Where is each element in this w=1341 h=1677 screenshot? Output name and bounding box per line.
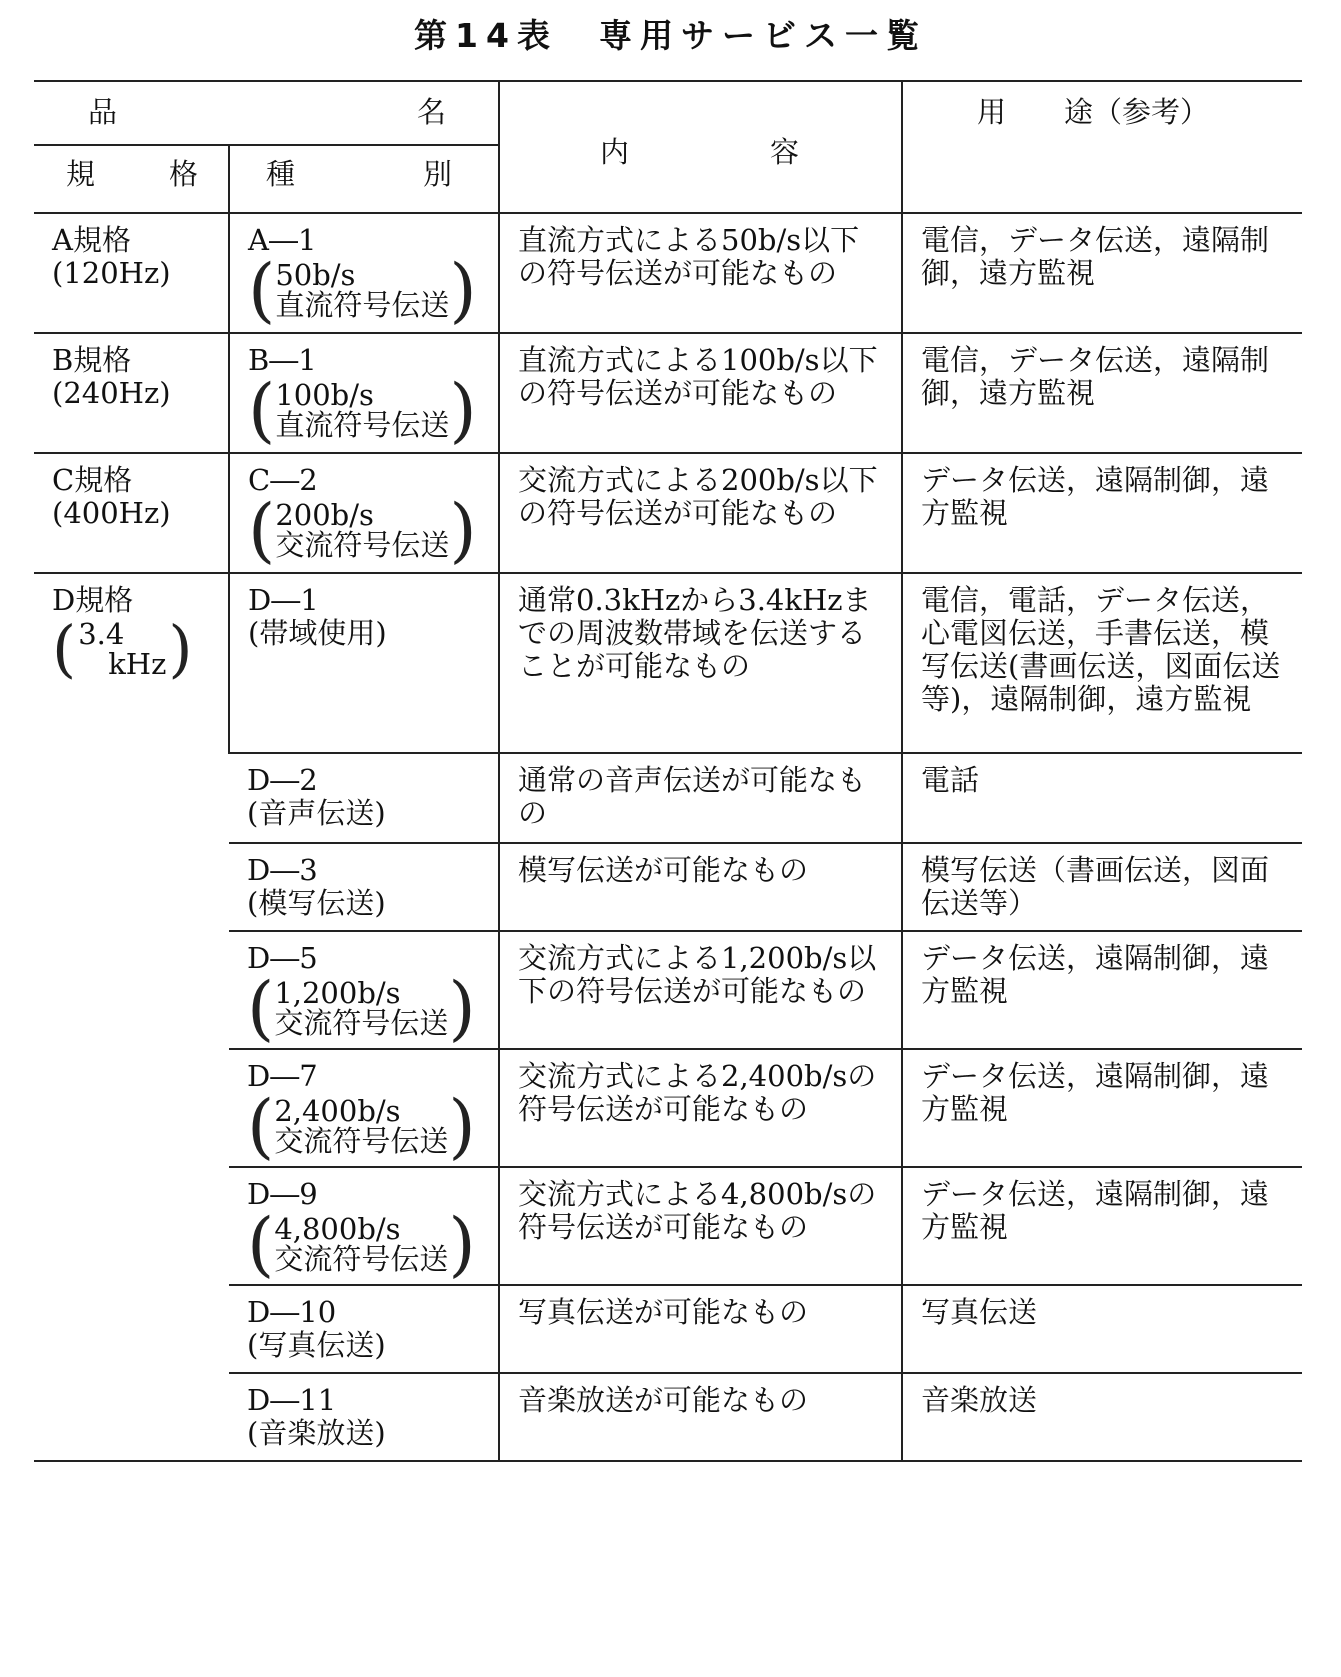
service-code: D―7 [247, 1059, 318, 1093]
service-detail-line: 交流符号伝送 [274, 1006, 449, 1040]
dedicated-service-table [34, 80, 1302, 1462]
standard-name: B規格 [52, 343, 132, 377]
header-hinmei [34, 81, 499, 145]
service-use-cell: データ伝送，遠隔制御，遠方監視 [902, 1167, 1302, 1285]
close-paren: ) [449, 489, 477, 571]
frequency-lines [76, 619, 168, 679]
open-paren: ( [248, 249, 276, 331]
service-content-cell: 音楽放送が可能なもの [499, 1373, 902, 1461]
header-naiyou [499, 81, 902, 213]
header-kikaku-char: 格 [168, 157, 198, 191]
service-detail-line: 交流符号伝送 [274, 1124, 449, 1158]
service-content-cell: 交流方式による1,200b/s以下の符号伝送が可能なもの [499, 931, 902, 1049]
service-use-cell: 電信，データ伝送，遠隔制御，遠方監視 [902, 213, 1302, 333]
service-use-cell: 電信，データ伝送，遠隔制御，遠方監視 [902, 333, 1302, 453]
service-use-cell: データ伝送，遠隔制御，遠方監視 [902, 1049, 1302, 1167]
service-detail: (写真伝送) [247, 1328, 386, 1362]
service-code: D―9 [247, 1177, 318, 1211]
standard-cell [34, 333, 229, 453]
service-type-cell [229, 333, 499, 453]
service-code: D―10 [247, 1295, 337, 1329]
header-shubetsu-char: 種 [266, 157, 296, 191]
standard-frequency: (120Hz) [52, 256, 171, 290]
header-naiyou-char: 内 [600, 134, 630, 169]
header-shubetsu [229, 145, 499, 213]
close-paren: ) [448, 1203, 476, 1285]
standard-cell [34, 213, 229, 333]
page-title: 第14表 専用サービス一覧 [414, 16, 927, 55]
standard-frequency: (240Hz) [52, 376, 171, 410]
service-detail [248, 489, 482, 571]
table-row [34, 333, 1302, 453]
service-detail: (音楽放送) [247, 1416, 386, 1450]
service-type-cell [229, 453, 499, 573]
service-code: D―2 [247, 763, 318, 797]
service-content-cell: 交流方式による2,400b/sの符号伝送が可能なもの [499, 1049, 902, 1167]
close-paren: ) [448, 1085, 476, 1167]
service-code: A―1 [248, 223, 317, 257]
service-detail-line: 50b/s [275, 258, 356, 292]
header-shubetsu-char: 別 [422, 157, 452, 191]
service-use-cell: 音楽放送 [902, 1373, 1302, 1461]
service-detail-line: 100b/s [275, 378, 374, 412]
service-content-cell: 交流方式による4,800b/sの符号伝送が可能なもの [499, 1167, 902, 1285]
service-detail [247, 1085, 482, 1167]
service-detail: (音声伝送) [247, 796, 386, 830]
header-naiyou-char: 容 [769, 134, 799, 169]
service-detail-lines [275, 380, 449, 440]
standard-frequency: (400Hz) [52, 496, 171, 530]
close-paren: ) [449, 369, 477, 451]
service-detail-line: 200b/s [275, 498, 374, 532]
service-type-cell [229, 931, 499, 1049]
close-paren: ) [448, 967, 476, 1049]
service-detail-line: 交流符号伝送 [274, 1242, 449, 1276]
service-content-cell: 交流方式による200b/s以下の符号伝送が可能なもの [499, 453, 902, 573]
service-detail-lines [275, 260, 449, 320]
service-use-cell: 電信，電話，データ伝送，心電図伝送，手書伝送，模写伝送(書画伝送，図面伝送等)，遠隔制御，遠方監視 [902, 573, 1302, 753]
service-detail: (帯域使用) [248, 616, 387, 650]
table-row [34, 573, 1302, 753]
standard-frequency [52, 612, 212, 685]
service-detail-line: 直流符号伝送 [275, 288, 450, 322]
service-code: B―1 [248, 343, 317, 377]
header-youto [902, 81, 1302, 213]
service-type-cell [229, 753, 499, 843]
service-code: C―2 [248, 463, 318, 497]
service-type-cell [229, 213, 499, 333]
service-use-cell: データ伝送，遠隔制御，遠方監視 [902, 453, 1302, 573]
service-detail-line: 4,800b/s [274, 1212, 401, 1246]
header-youto-label: 用 途（参考） [977, 95, 1210, 129]
standard-name: D規格 [52, 583, 134, 617]
frequency-line: 3.4 [78, 617, 125, 651]
service-content-cell: 通常の音声伝送が可能なもの [499, 753, 902, 843]
service-detail-lines [274, 1096, 448, 1156]
service-type-cell [229, 1285, 499, 1373]
close-paren: ) [449, 249, 477, 331]
service-detail-line: 2,400b/s [274, 1094, 401, 1128]
open-paren: ( [247, 1203, 275, 1285]
service-code: D―5 [247, 941, 318, 975]
service-detail-line: 交流符号伝送 [275, 528, 450, 562]
service-detail [248, 369, 482, 451]
service-use-cell: 模写伝送（書画伝送，図面伝送等） [902, 843, 1302, 931]
service-code: D―11 [247, 1383, 337, 1417]
header-hinmei-char: 名 [416, 95, 446, 129]
service-type-cell [229, 843, 499, 931]
open-paren: ( [247, 967, 275, 1049]
service-content-cell: 直流方式による100b/s以下の符号伝送が可能なもの [499, 333, 902, 453]
service-code: D―1 [248, 583, 319, 617]
close-paren: ) [168, 612, 193, 685]
service-content-cell: 模写伝送が可能なもの [499, 843, 902, 931]
service-detail [247, 967, 482, 1049]
table-header-row [34, 81, 1302, 145]
service-code: D―3 [247, 853, 318, 887]
service-use-cell: 電話 [902, 753, 1302, 843]
service-detail-line: 直流符号伝送 [275, 408, 450, 442]
service-detail [248, 249, 482, 331]
service-detail-lines [275, 500, 449, 560]
service-use-cell: データ伝送，遠隔制御，遠方監視 [902, 931, 1302, 1049]
open-paren: ( [248, 489, 276, 571]
standard-cell [34, 573, 229, 1461]
open-paren: ( [247, 1085, 275, 1167]
service-detail-line: 1,200b/s [274, 976, 401, 1010]
service-detail: (模写伝送) [247, 886, 386, 920]
service-content-cell: 写真伝送が可能なもの [499, 1285, 902, 1373]
service-type-cell [229, 1167, 499, 1285]
service-type-cell [229, 573, 499, 753]
open-paren: ( [52, 612, 77, 685]
standard-name: C規格 [52, 463, 133, 497]
header-kikaku [34, 145, 229, 213]
header-kikaku-char: 規 [66, 157, 96, 191]
standard-name: A規格 [52, 223, 131, 257]
service-content-cell: 通常0.3kHzから3.4kHzまでの周波数帯域を伝送することが可能なもの [499, 573, 902, 753]
service-detail-lines [274, 1214, 448, 1274]
service-use-cell: 写真伝送 [902, 1285, 1302, 1373]
header-hinmei-char: 品 [88, 95, 118, 129]
table-row [34, 453, 1302, 573]
table-row [34, 213, 1302, 333]
service-detail-lines [274, 978, 448, 1038]
service-type-cell [229, 1373, 499, 1461]
service-content-cell: 直流方式による50b/s以下の符号伝送が可能なもの [499, 213, 902, 333]
open-paren: ( [248, 369, 276, 451]
service-detail [247, 1203, 482, 1285]
frequency-line: kHz [108, 647, 167, 681]
service-type-cell [229, 1049, 499, 1167]
standard-cell [34, 453, 229, 573]
